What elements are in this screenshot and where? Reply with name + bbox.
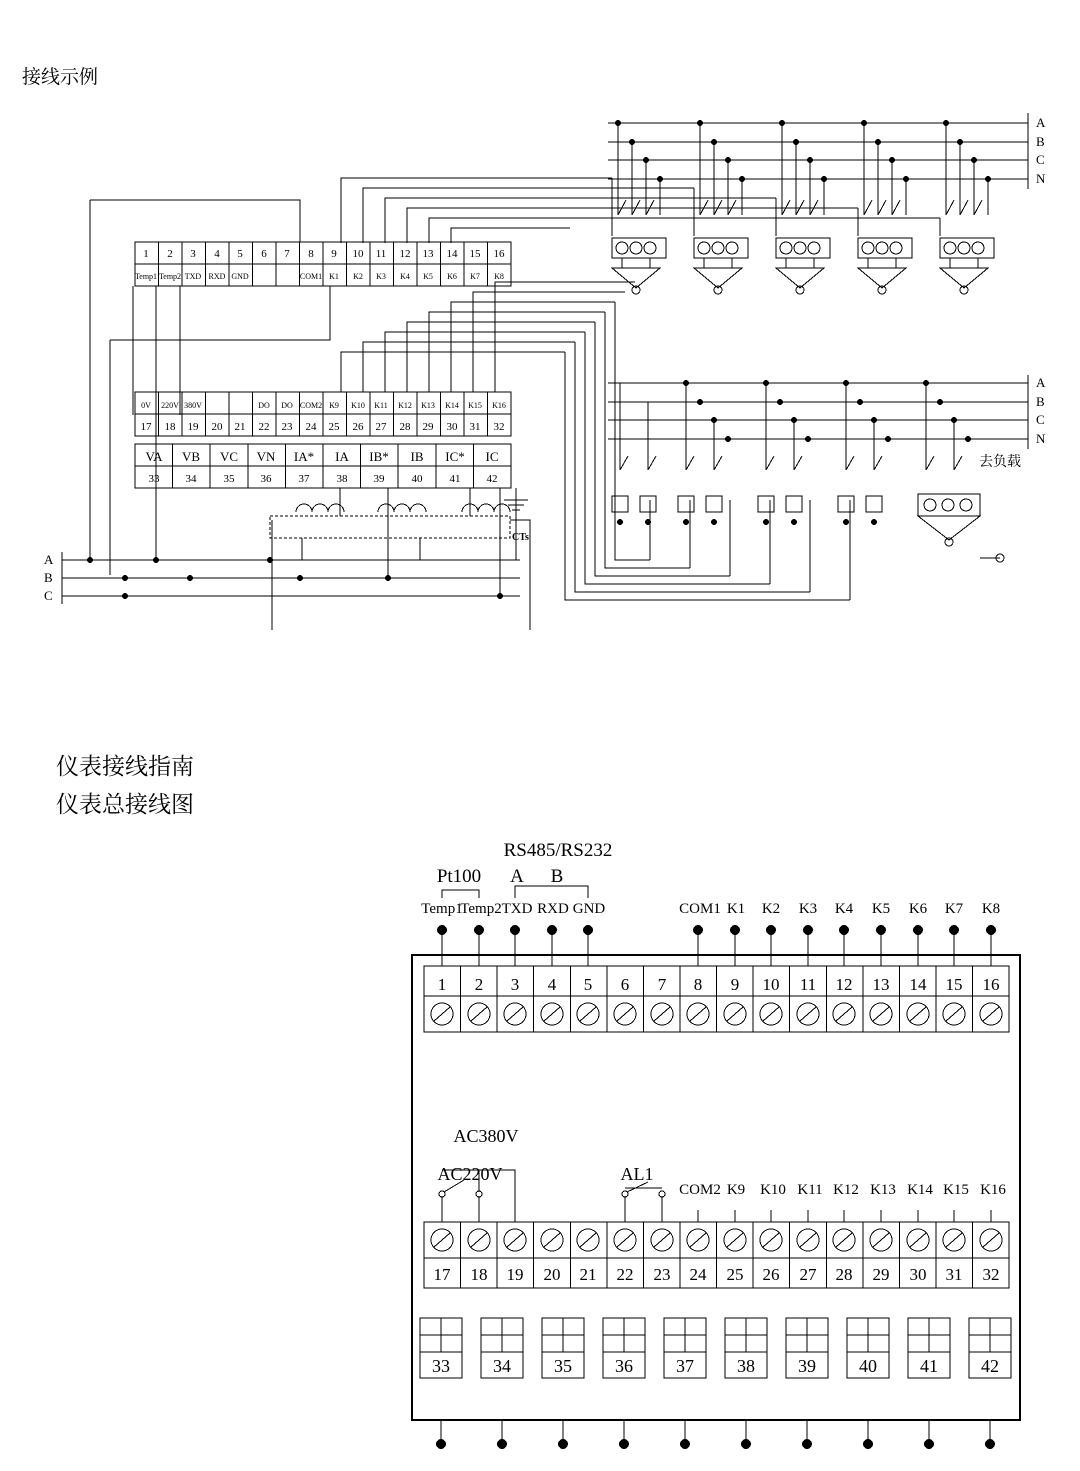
svg-text:K11: K11: [797, 1182, 823, 1198]
svg-text:AC380V: AC380V: [453, 1126, 519, 1146]
svg-text:K12: K12: [833, 1182, 859, 1198]
svg-text:K7: K7: [944, 901, 964, 917]
svg-text:K5: K5: [423, 272, 433, 281]
svg-text:28: 28: [399, 421, 411, 433]
svg-text:41: 41: [449, 473, 461, 485]
svg-text:9: 9: [331, 248, 337, 260]
svg-text:9: 9: [730, 975, 740, 994]
svg-text:14: 14: [909, 975, 927, 994]
svg-text:B: B: [1036, 394, 1045, 409]
svg-text:K13: K13: [421, 401, 435, 410]
svg-text:K2: K2: [353, 272, 363, 281]
svg-text:21: 21: [579, 1265, 597, 1284]
svg-text:17: 17: [140, 421, 152, 433]
svg-text:29: 29: [422, 421, 434, 433]
svg-text:A: A: [1036, 375, 1046, 390]
svg-text:13: 13: [872, 975, 890, 994]
svg-text:K10: K10: [351, 401, 365, 410]
svg-text:DO: DO: [281, 401, 293, 410]
svg-text:K8: K8: [494, 272, 504, 281]
svg-text:K1: K1: [726, 901, 746, 917]
svg-text:37: 37: [676, 1356, 694, 1376]
svg-text:COM2: COM2: [679, 1182, 721, 1198]
svg-text:12: 12: [835, 975, 853, 994]
svg-text:19: 19: [506, 1265, 524, 1284]
svg-text:K12: K12: [398, 401, 412, 410]
svg-text:K15: K15: [468, 401, 482, 410]
svg-text:39: 39: [798, 1356, 816, 1376]
section-title-overall: 仪表总接线图: [56, 792, 194, 818]
svg-text:C: C: [1036, 152, 1045, 167]
svg-text:36: 36: [615, 1356, 633, 1376]
svg-text:26: 26: [352, 421, 364, 433]
svg-text:26: 26: [762, 1265, 780, 1284]
svg-text:TXD: TXD: [184, 272, 202, 281]
svg-text:K6: K6: [447, 272, 457, 281]
svg-text:IB*: IB*: [369, 449, 389, 464]
svg-text:Temp1: Temp1: [134, 272, 158, 281]
svg-text:23: 23: [281, 421, 293, 433]
svg-text:C: C: [1036, 412, 1045, 427]
svg-text:7: 7: [657, 975, 667, 994]
svg-text:11: 11: [799, 975, 817, 994]
svg-text:29: 29: [872, 1265, 890, 1284]
svg-text:K9: K9: [329, 401, 339, 410]
svg-text:31: 31: [945, 1265, 963, 1284]
svg-text:34: 34: [493, 1356, 511, 1376]
svg-text:GND: GND: [572, 901, 606, 917]
svg-text:22: 22: [258, 421, 270, 433]
svg-text:30: 30: [909, 1265, 927, 1284]
svg-text:COM1: COM1: [679, 901, 721, 917]
svg-text:42: 42: [486, 473, 498, 485]
svg-text:IA*: IA*: [293, 449, 315, 464]
svg-text:VC: VC: [219, 449, 239, 464]
svg-text:3: 3: [190, 248, 196, 260]
svg-text:IC*: IC*: [445, 449, 465, 464]
svg-text:16: 16: [493, 248, 505, 260]
svg-text:6: 6: [261, 248, 267, 260]
section-title-guide: 仪表接线指南: [56, 754, 194, 780]
svg-text:B: B: [44, 570, 53, 585]
svg-text:4: 4: [214, 248, 220, 260]
svg-text:2: 2: [474, 975, 484, 994]
svg-text:8: 8: [693, 975, 703, 994]
svg-text:23: 23: [653, 1265, 671, 1284]
svg-text:10: 10: [762, 975, 780, 994]
svg-text:24: 24: [305, 421, 317, 433]
svg-text:TXD: TXD: [501, 901, 533, 917]
svg-text:K16: K16: [980, 1182, 1006, 1198]
svg-text:A: A: [44, 552, 54, 567]
svg-text:K13: K13: [870, 1182, 896, 1198]
svg-text:13: 13: [422, 248, 434, 260]
svg-text:Temp2: Temp2: [460, 901, 502, 917]
svg-text:B: B: [1036, 134, 1045, 149]
svg-text:20: 20: [211, 421, 223, 433]
svg-text:IC: IC: [485, 449, 499, 464]
svg-text:15: 15: [945, 975, 963, 994]
svg-text:22: 22: [616, 1265, 634, 1284]
svg-text:K16: K16: [492, 401, 506, 410]
svg-text:COM2: COM2: [299, 401, 323, 410]
svg-text:40: 40: [859, 1356, 877, 1376]
svg-text:K5: K5: [871, 901, 891, 917]
svg-text:C: C: [44, 588, 53, 603]
svg-text:2: 2: [167, 248, 173, 260]
svg-text:RXD: RXD: [208, 272, 226, 281]
svg-text:Temp2: Temp2: [158, 272, 182, 281]
svg-text:8: 8: [308, 248, 314, 260]
svg-text:3: 3: [510, 975, 520, 994]
svg-text:37: 37: [298, 473, 310, 485]
svg-text:K8: K8: [981, 901, 1001, 917]
svg-text:AC220V: AC220V: [437, 1164, 503, 1184]
svg-text:K10: K10: [760, 1182, 786, 1198]
svg-text:17: 17: [433, 1265, 451, 1284]
svg-text:31: 31: [469, 421, 481, 433]
svg-text:4: 4: [547, 975, 557, 994]
svg-text:K11: K11: [374, 401, 388, 410]
svg-text:27: 27: [375, 421, 387, 433]
svg-text:K1: K1: [329, 272, 339, 281]
svg-text:6: 6: [620, 975, 630, 994]
svg-text:33: 33: [432, 1356, 450, 1376]
svg-text:18: 18: [164, 421, 176, 433]
svg-text:Temp1: Temp1: [421, 901, 463, 917]
svg-text:A: A: [1036, 115, 1046, 130]
svg-text:0V: 0V: [141, 401, 151, 410]
page-title-top: 接线示例: [22, 66, 99, 88]
svg-text:25: 25: [726, 1265, 744, 1284]
svg-text:32: 32: [493, 421, 505, 433]
svg-text:40: 40: [411, 473, 423, 485]
svg-text:20: 20: [543, 1265, 561, 1284]
svg-text:K14: K14: [907, 1182, 933, 1198]
svg-text:K6: K6: [908, 901, 928, 917]
svg-text:VN: VN: [256, 449, 276, 464]
svg-text:42: 42: [981, 1356, 999, 1376]
svg-text:11: 11: [375, 248, 387, 260]
svg-text:41: 41: [920, 1356, 938, 1376]
svg-text:30: 30: [446, 421, 458, 433]
svg-text:5: 5: [237, 248, 243, 260]
svg-text:K3: K3: [798, 901, 818, 917]
svg-text:K14: K14: [445, 401, 459, 410]
svg-text:16: 16: [982, 975, 1000, 994]
svg-text:AL1: AL1: [620, 1164, 654, 1184]
svg-text:32: 32: [982, 1265, 1000, 1284]
svg-text:12: 12: [399, 248, 411, 260]
svg-text:B: B: [550, 866, 564, 887]
svg-text:K15: K15: [943, 1182, 969, 1198]
svg-text:24: 24: [689, 1265, 707, 1284]
svg-text:220V: 220V: [161, 401, 179, 410]
svg-text:10: 10: [352, 248, 364, 260]
svg-text:DO: DO: [258, 401, 270, 410]
svg-text:14: 14: [446, 248, 458, 260]
svg-text:35: 35: [223, 473, 235, 485]
svg-text:19: 19: [187, 421, 199, 433]
svg-text:K9: K9: [726, 1182, 746, 1198]
svg-text:38: 38: [336, 473, 348, 485]
svg-text:K7: K7: [470, 272, 480, 281]
svg-text:33: 33: [148, 473, 160, 485]
svg-text:380V: 380V: [184, 401, 202, 410]
svg-text:VB: VB: [181, 449, 201, 464]
svg-text:GND: GND: [231, 272, 249, 281]
svg-text:K2: K2: [761, 901, 781, 917]
svg-text:去负载: 去负载: [979, 454, 1021, 470]
svg-text:CTs: CTs: [512, 532, 529, 543]
svg-text:K4: K4: [400, 272, 410, 281]
svg-text:1: 1: [437, 975, 447, 994]
svg-text:28: 28: [835, 1265, 853, 1284]
svg-text:7: 7: [284, 248, 290, 260]
svg-text:COM1: COM1: [299, 272, 323, 281]
svg-text:21: 21: [234, 421, 246, 433]
svg-text:5: 5: [583, 975, 593, 994]
svg-text:34: 34: [185, 473, 197, 485]
svg-text:RS485/RS232: RS485/RS232: [503, 840, 613, 861]
svg-text:IB: IB: [410, 449, 424, 464]
svg-text:A: A: [510, 866, 524, 887]
svg-text:N: N: [1036, 171, 1046, 186]
svg-text:VA: VA: [145, 449, 163, 464]
svg-text:27: 27: [799, 1265, 817, 1284]
svg-text:15: 15: [469, 248, 481, 260]
svg-text:39: 39: [373, 473, 385, 485]
svg-text:IA: IA: [335, 449, 349, 464]
svg-text:N: N: [1036, 431, 1046, 446]
svg-text:35: 35: [554, 1356, 572, 1376]
svg-text:1: 1: [143, 248, 149, 260]
svg-text:RXD: RXD: [537, 901, 569, 917]
svg-text:38: 38: [737, 1356, 755, 1376]
svg-text:K3: K3: [376, 272, 386, 281]
svg-text:36: 36: [260, 473, 272, 485]
svg-text:25: 25: [328, 421, 340, 433]
svg-text:Pt100: Pt100: [436, 866, 482, 887]
svg-text:18: 18: [470, 1265, 488, 1284]
svg-text:K4: K4: [834, 901, 854, 917]
